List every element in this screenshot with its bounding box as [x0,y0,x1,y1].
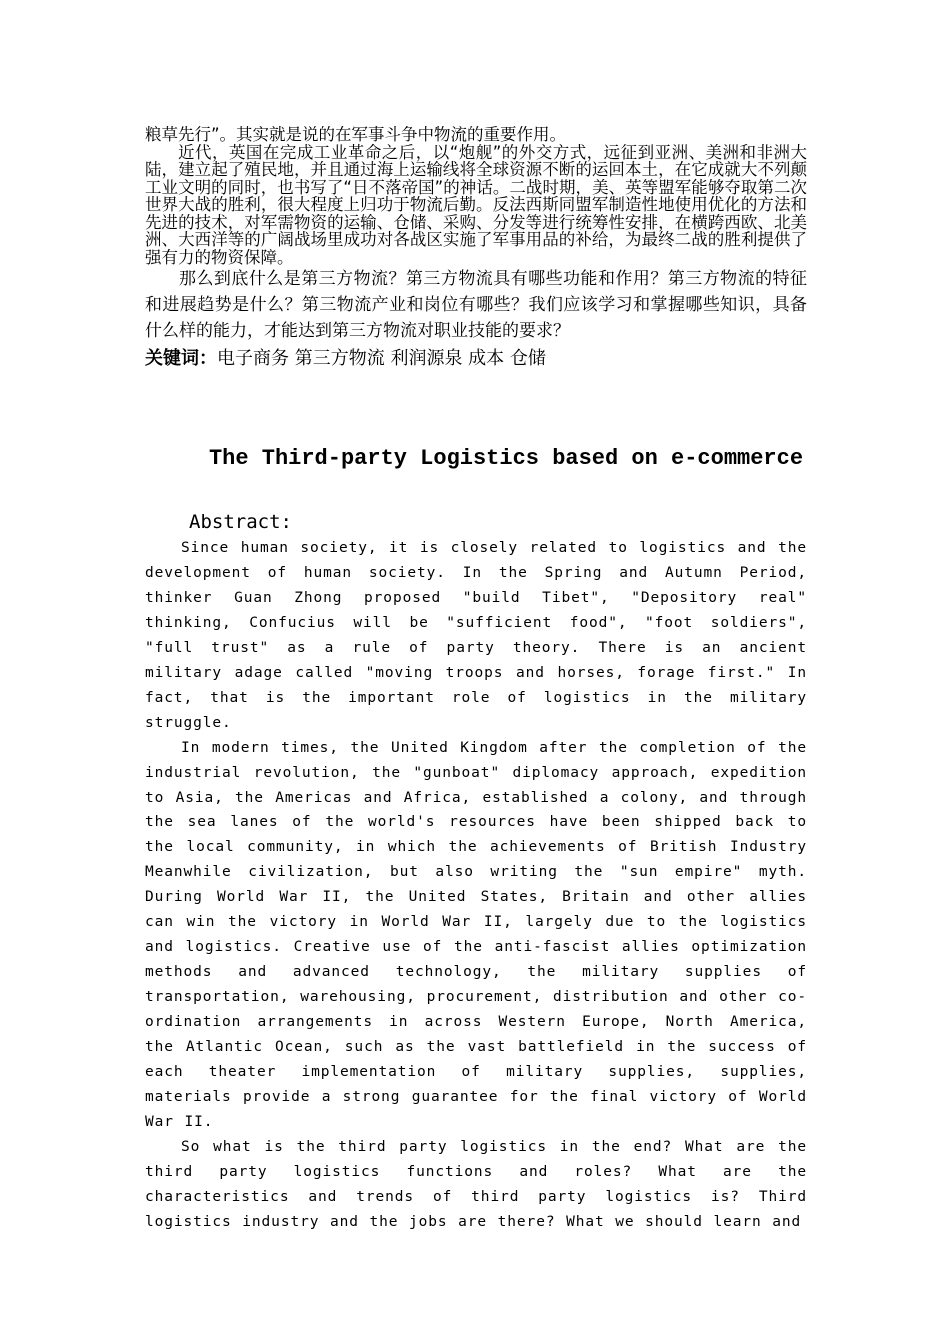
cn-paragraph-1-tail: 粮草先行”。其实就是说的在军事斗争中物流的重要作用。 [145,125,567,144]
abstract-label: Abstract: [189,511,292,533]
keywords-label: 关键词： [145,348,217,369]
en-paragraph-1: Since human society, it is closely related to logistics and the development of human society. In the Spring and Autumn Period, thinker Guan Zhong proposed "build Tibet", "Depository real" thinking, Confucius will be "sufficient food", "foot soldiers", "full trust" as a rule of party theory. There is an ancient military adage called "moving troops and horses, forage first." In fact, that is the important role of logistics in the military struggle. [145,540,807,731]
english-title: The Third-party Logistics based on e-commerce [208,446,804,471]
keywords-text: 电子商务 第三方物流 利润源泉 成本 仓储 [217,348,546,369]
en-paragraph-3: So what is the third party logistics in the end? What are the third party logistics functions and roles? What are the characteristics and trends of third party logistics is? Third logistics industry and the jobs are there? What we should learn and [145,1138,807,1230]
cn-paragraph-2: 近代，英国在完成工业革命之后，以“炮舰”的外交方式，远征到亚洲、美洲和非洲大陆，建立起了殖民地，并且通过海上运输线将全球资源不断的运回本土，在它成就大不列颠工业文明的同时，也书写了“日不落帝国”的神话。二战时期，美、英等盟军能够夺取第二次世界大战的胜利，很大程度上归功于物流后勤。反法西斯同盟军制造性地使用优化的方法和先进的技术，对军需物资的运输、仓储、采购、分发等进行统筹性安排，在横跨西欧、北美洲、大西洋等的广阔战场里成功对各战区实施了军事用品的补给，为最终二战的胜利提供了强有力的物资保障。 [145,142,807,267]
document-page [145,126,807,1235]
cn-paragraph-3: 那么到底什么是第三方物流？第三方物流具有哪些功能和作用？第三方物流的特征和进展趋势是什么？第三物流产业和岗位有哪些？我们应该学习和掌握哪些知识，具备什么样的能力，才能达到第三方物流对职业技能的要求？ [145,269,807,341]
keywords-line [145,346,807,372]
en-paragraph-2: In modern times, the United Kingdom after the completion of the industrial revolution, the "gunboat" diplomacy approach, expedition to Asia, the Americas and Africa, established a colony, and through the sea lanes of the world's resources have been shipped back to the local community, in which the achievements of British Industry Meanwhile civilization, but also writing the "sun empire" myth. During World War II, the United States, Britain and other allies can win the victory in World War II, largely due to the logistics and logistics. Creative use of the anti-fascist allies optimization methods and advanced technology, the military supplies of transportation, warehousing, procurement, distribution and other co-ordination arrangements in across Western Europe, North America, the Atlantic Ocean, such as the vast battlefield in the success of each theater implementation of military supplies, supplies, materials provide a strong guarantee for the final victory of World War II. [145,739,807,1130]
